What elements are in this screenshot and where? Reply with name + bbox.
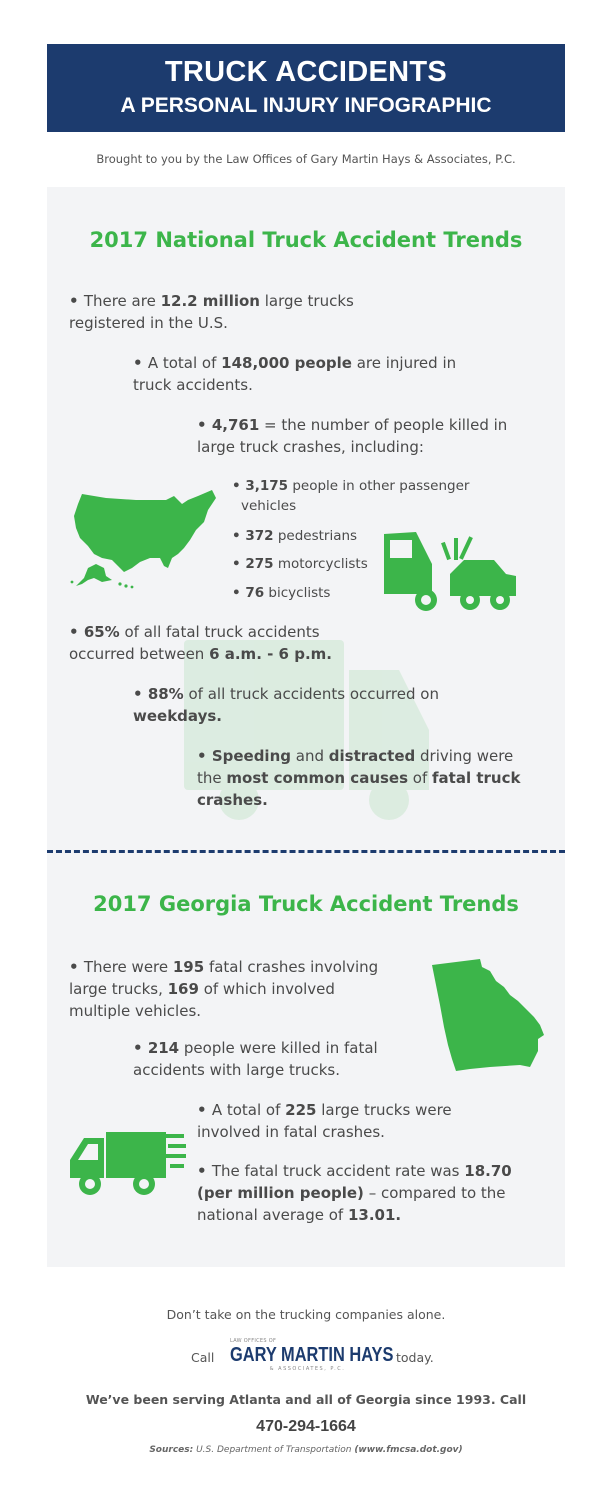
fact-number: 3,175 — [245, 478, 289, 494]
national-fact-causes — [197, 745, 557, 811]
georgia-map-icon — [430, 955, 546, 1073]
bullet: • — [133, 1039, 148, 1057]
fact-text: large trucks, — [69, 980, 168, 998]
fact-text: the — [197, 769, 227, 787]
speeding-truck-icon — [68, 1130, 188, 1198]
fact-text: vehicles — [241, 498, 297, 514]
georgia-fact-rate — [197, 1160, 557, 1226]
fact-number: 372 — [245, 528, 274, 544]
fact-text: large truck crashes, including: — [197, 438, 424, 456]
fact-text: – compared to the — [363, 1184, 506, 1202]
fact-text: There were — [83, 958, 173, 976]
fact-text: people were killed in fatal — [179, 1039, 378, 1057]
national-fact-killed — [197, 414, 557, 458]
fact-text: = the number of people killed in — [259, 416, 508, 434]
fact-emphasis: crashes. — [197, 791, 268, 809]
national-heading: 2017 National Truck Accident Trends — [89, 228, 523, 252]
fact-text: of — [408, 769, 433, 787]
breakdown-bicyclists — [232, 583, 330, 603]
fact-text: involved in fatal crashes. — [197, 1123, 385, 1141]
national-fact-trucks-registered — [69, 290, 409, 334]
fact-number: 225 — [285, 1101, 317, 1119]
usa-map-icon — [66, 488, 218, 590]
bullet: • — [232, 556, 246, 572]
bullet: • — [232, 585, 246, 601]
page-title: TRUCK ACCIDENTS — [164, 56, 448, 88]
fact-text: multiple vehicles. — [69, 1002, 202, 1020]
fact-number: 13.01. — [347, 1206, 402, 1224]
fact-text: large trucks were — [316, 1101, 452, 1119]
georgia-heading: 2017 Georgia Truck Accident Trends — [93, 892, 519, 916]
bullet: • — [197, 1101, 212, 1119]
fact-time: 6 a.m. - 6 p.m. — [209, 645, 332, 663]
georgia-fact-trucks-involved — [197, 1099, 517, 1143]
sources-url[interactable]: (www.fmcsa.dot.gov) — [354, 1445, 463, 1455]
fact-unit: (per million people) — [197, 1184, 364, 1202]
page-subtitle: A PERSONAL INJURY INFOGRAPHIC — [120, 94, 492, 117]
fact-text: registered in the U.S. — [69, 314, 228, 332]
fact-number: 88% — [147, 685, 184, 703]
fact-number: 12.2 million — [160, 292, 260, 310]
fact-text: occurred between — [69, 645, 210, 663]
fact-number: 65% — [83, 623, 120, 641]
footer-call-row — [0, 1338, 612, 1378]
fact-number: 275 — [245, 556, 274, 572]
footer-tagline: Don’t take on the trucking companies alone. — [166, 1307, 446, 1322]
call-label: Call — [191, 1350, 215, 1365]
fact-text: large trucks — [260, 292, 354, 310]
fact-text: There are — [83, 292, 161, 310]
fact-number: 214 — [147, 1039, 180, 1057]
fact-emphasis: fatal truck — [432, 769, 521, 787]
fact-text: A total of — [147, 354, 222, 372]
sources-label: Sources: — [149, 1445, 194, 1455]
fact-number: 4,761 — [211, 416, 260, 434]
logo-small-bottom: & ASSOCIATES, P.C. — [269, 1366, 346, 1372]
fact-text: bicyclists — [264, 585, 331, 601]
bullet: • — [133, 685, 148, 703]
fact-emphasis: weekdays. — [133, 707, 222, 725]
fact-number: 169 — [167, 980, 199, 998]
bullet: • — [69, 623, 84, 641]
bullet: • — [197, 416, 212, 434]
national-fact-injured — [133, 352, 513, 396]
fact-emphasis: Speeding — [211, 747, 291, 765]
fact-text: truck accidents. — [133, 376, 253, 394]
bullet: • — [197, 747, 212, 765]
fact-text: of all truck accidents occurred on — [183, 685, 439, 703]
header-banner — [47, 44, 565, 132]
fact-number: 18.70 — [464, 1162, 512, 1180]
bullet: • — [69, 292, 84, 310]
bullet: • — [232, 528, 246, 544]
today-label: today. — [396, 1350, 434, 1365]
fact-text: accidents with large trucks. — [133, 1061, 341, 1079]
fact-text: A total of — [211, 1101, 286, 1119]
fact-text: and — [291, 747, 329, 765]
section-divider — [47, 850, 565, 853]
fact-text: driving were — [415, 747, 514, 765]
fact-text: of all fatal truck accidents — [119, 623, 320, 641]
sources-text: U.S. Department of Transportation — [193, 1445, 355, 1455]
bullet: • — [133, 354, 148, 372]
georgia-fact-killed — [133, 1037, 423, 1081]
logo-name: GARY MARTIN HAYS — [230, 1344, 394, 1366]
sources-line — [0, 1445, 612, 1455]
logo-small-top: LAW OFFICES OF — [230, 1338, 277, 1344]
fact-text: The fatal truck accident rate was — [211, 1162, 465, 1180]
fact-text: national average of — [197, 1206, 348, 1224]
fact-text: are injured in — [351, 354, 457, 372]
national-fact-weekdays — [133, 683, 513, 727]
bullet: • — [197, 1162, 212, 1180]
bullet: • — [69, 958, 84, 976]
fact-text: pedestrians — [273, 528, 358, 544]
truck-crash-car-icon — [380, 530, 520, 612]
fact-number: 195 — [172, 958, 205, 976]
fact-emphasis: distracted — [328, 747, 416, 765]
fact-number: 148,000 people — [221, 354, 352, 372]
fact-text: motorcyclists — [273, 556, 368, 572]
fact-text: of which involved — [198, 980, 335, 998]
footer-serving: We’ve been serving Atlanta and all of Georgia since 1993. Call — [85, 1392, 527, 1407]
breakdown-pedestrians — [232, 526, 357, 546]
phone-number[interactable]: 470-294-1664 — [256, 1418, 356, 1435]
national-fact-daytime — [69, 621, 409, 665]
georgia-fact-fatal-crashes — [69, 956, 419, 1022]
breakdown-passenger-vehicles — [232, 476, 502, 516]
fact-text: people in other passenger — [288, 478, 470, 494]
gmh-logo[interactable] — [230, 1338, 394, 1378]
byline: Brought to you by the Law Offices of Gary Martin Hays & Associates, P.C. — [96, 152, 516, 166]
bullet: • — [232, 478, 246, 494]
breakdown-motorcyclists — [232, 554, 368, 574]
fact-emphasis: most common causes — [226, 769, 409, 787]
fact-text: fatal crashes involving — [204, 958, 379, 976]
fact-number: 76 — [245, 585, 265, 601]
